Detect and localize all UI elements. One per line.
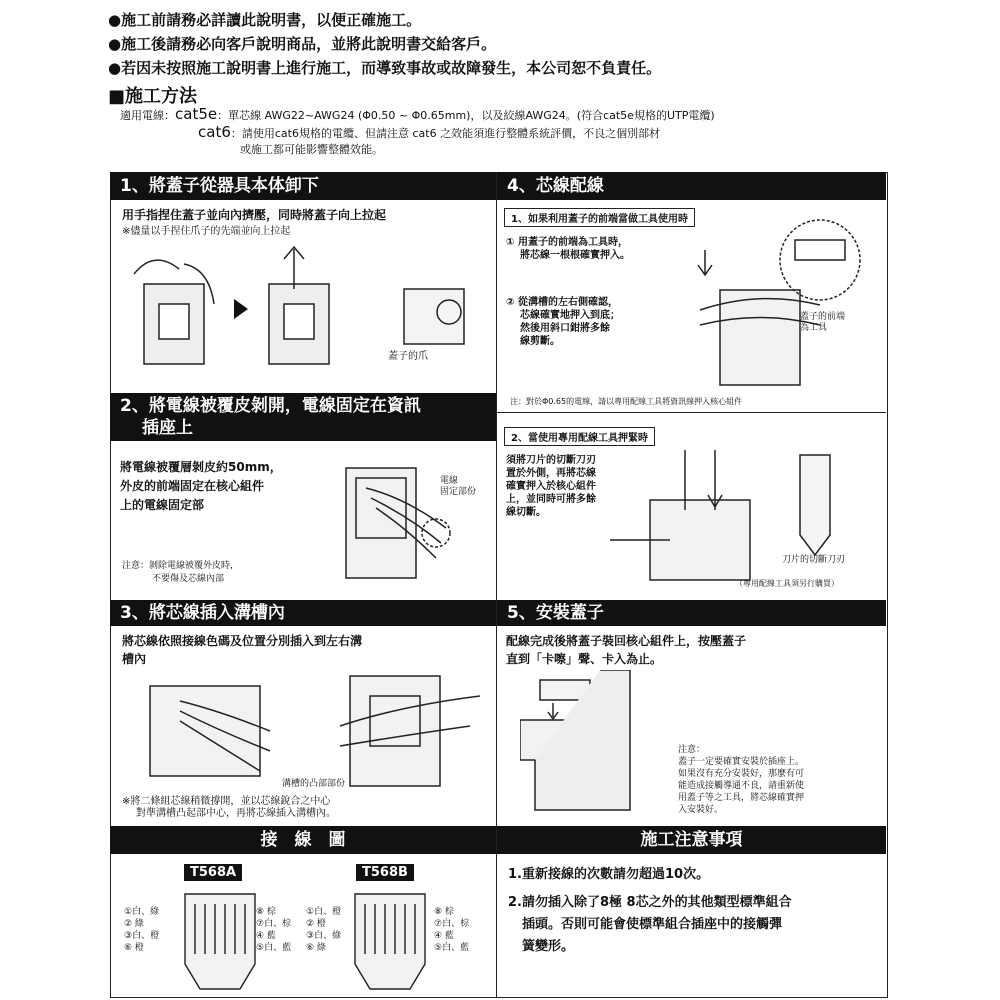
spec-cat5e: cat5e [175, 105, 218, 123]
step3-illustration [140, 656, 480, 796]
wiring-title: 接 線 圖 [110, 826, 496, 854]
step3-title: 3、將芯線插入溝槽內 [110, 600, 496, 626]
step2-note [122, 560, 239, 586]
step4-sub2: 2、當使用專用配線工具押緊時 [504, 427, 655, 446]
step3-line2: 槽內 [122, 652, 147, 666]
step5-title: 5、安裝蓋子 [497, 600, 886, 626]
step4-p2d: 線剪斷。 [520, 336, 560, 347]
step4-q3: 確實押入於核心組件 [506, 481, 596, 492]
spec-cat6-text-2: 或施工都可能影響整體效能。 [240, 143, 383, 156]
step4-q2: 置於外側，再將芯線 [506, 468, 596, 479]
step4-note: 注：對於Φ0.65的電線，請以專用配線工具將資訊線押入核心組件 [510, 397, 743, 406]
caution-1: 1.重新接線的次數請勿超過10次。 [508, 867, 710, 882]
step1-illustration [114, 244, 494, 384]
spec-label: 適用電線： [120, 109, 175, 122]
step5-note5: 入安裝好。 [678, 805, 724, 815]
step4-sold-separately: （專用配線工具須另行購買） [735, 579, 839, 588]
step4-blade-label: 刀片的切斷刀刃 [782, 555, 846, 565]
step1-claw-label: 蓋子的爪 [388, 351, 428, 362]
t568b-label: T568B [356, 864, 414, 881]
cautions-title: 施工注意事項 [497, 826, 886, 854]
step5-text [506, 632, 746, 668]
method-title: ■施工方法 [108, 86, 198, 107]
step2-title-line1: 2、將電線被覆皮剝開，電線固定在資訊 [120, 396, 421, 416]
step4-point2 [506, 296, 620, 348]
step4-q5: 線切斷。 [506, 507, 546, 518]
step5-note-title: 注意： [678, 745, 706, 755]
step3-line1: 將芯線依照接線色碼及位置分別插入到左右溝 [122, 634, 363, 648]
step5-note1: 蓋子一定要確實安裝於插座上。 [678, 757, 805, 767]
step5-note4: 用蓋子等之工具，將芯線確實押 [678, 793, 805, 803]
step1-line2: ※儘量以手捏住爪子的先端並向上拉起 [122, 226, 291, 237]
step4-title: 4、芯線配線 [497, 172, 886, 200]
t568a-right-legend: ⑧ 棕 ⑦白、棕 ④ 藍 ⑤白、藍 [256, 907, 292, 953]
step2-note2: 不要傷及芯線內部 [152, 574, 225, 584]
caution-2a: 2.請勿插入除了8極 8芯之外的其他類型標準組合 [508, 895, 792, 910]
step4-tool-text [506, 454, 596, 519]
step2-fix-label: 電線 固定部份 [440, 476, 477, 497]
step5-line1: 配線完成後將蓋子裝回核心組件上，按壓蓋子 [506, 634, 747, 648]
t568a-label: T568A [184, 864, 242, 881]
step5-illustration [520, 670, 680, 820]
step4-p2c: 然後用斜口鉗將多餘 [520, 323, 610, 334]
step2-title-line2: 插座上 [142, 418, 193, 438]
step4-p2a: ② 從溝槽的左右側確認， [506, 297, 618, 308]
step4-q1: 須將刀片的切斷刀刃 [506, 455, 596, 466]
step1-title: 1、將蓋子從器具本体卸下 [110, 172, 496, 200]
spec-cat5e-text: ：單芯線 AWG22~AWG24 (Φ0.50 ~ Φ0.65mm)，以及絞線AWG24。(符合cat5e規格的UTP電纜) [217, 109, 715, 122]
spec-cat6: cat6 [198, 123, 231, 141]
step4-tool-label: 蓋子的前端 為工具 [800, 312, 846, 333]
step5-note3: 能造成接觸導通不良，請重新使 [678, 781, 805, 791]
step4-p1b: 將芯線一根根確實押入。 [520, 250, 630, 261]
step4-illustration-1 [660, 210, 880, 390]
intro-line-1: ●施工前請務必詳讀此說明書，以便正確施工。 [108, 11, 422, 29]
intro-line-2: ●施工後請務必向客戶說明商品，並將此說明書交給客戶。 [108, 35, 497, 53]
step4-p1a: ① 用蓋子的前端為工具時， [506, 237, 628, 248]
step2-line2: 外皮的前端固定在核心組件 [120, 479, 265, 493]
step3-note1: ※將二條組芯線稍微撐開，並以芯線銳合之中心 [122, 796, 331, 807]
step4-p2b: 芯線確實地押入到底； [520, 310, 620, 321]
caution-2c: 簧變形。 [522, 939, 575, 954]
caution-2b: 插頭。否則可能會使標準組合插座中的接觸彈 [522, 917, 783, 932]
t568b-right-legend: ⑧ 棕 ⑦白、棕 ④ 藍 ⑤白、藍 [434, 907, 470, 953]
spec-cat6-text: ：請使用cat6規格的電纜、但請注意 cat6 之效能須進行整體系統評價，不良之個別部材 [230, 127, 661, 140]
step4-point1 [506, 236, 630, 262]
step4-divider [497, 412, 886, 413]
cable-spec [120, 106, 900, 158]
step1-line1: 用手指捏住蓋子並向內擠壓，同時將蓋子向上拉起 [122, 208, 387, 222]
t568a-left-legend: ①白、綠 ② 綠 ③白、橙 ⑥ 橙 [124, 907, 160, 953]
intro-notes [108, 8, 968, 80]
step3-groove-label: 溝槽的凸部部份 [282, 779, 346, 789]
step2-line3: 上的電線固定部 [120, 498, 205, 512]
step5-note [678, 744, 804, 816]
step2-note1: 注意：剝除電線被覆外皮時， [122, 561, 240, 571]
step2-title [110, 393, 496, 441]
step4-q4: 上，並同時可將多餘 [506, 494, 596, 505]
step3-note [122, 796, 336, 820]
step2-text [120, 458, 282, 515]
column-divider [496, 172, 497, 998]
step2-line1: 將電線被覆層剝皮約50mm， [120, 460, 282, 474]
step5-line2: 直到「卡嚓」聲、卡入為止。 [506, 652, 663, 666]
t568b-left-legend: ①白、橙 ② 橙 ③白、綠 ⑥ 綠 [306, 907, 342, 953]
step4-sub1: 1、如果利用蓋子的前端當做工具使用時 [504, 208, 695, 227]
intro-line-3: ●若因未按照施工說明書上進行施工，而導致事故或故障發生，本公司恕不負責任。 [108, 59, 662, 77]
step3-note2: 對準溝槽凸起部中心，再將芯線插入溝槽內。 [136, 808, 336, 819]
cautions-list [508, 864, 792, 958]
step5-note2: 如果沒有充分安裝好，那麼有可 [678, 769, 805, 779]
step2-illustration [326, 448, 486, 598]
